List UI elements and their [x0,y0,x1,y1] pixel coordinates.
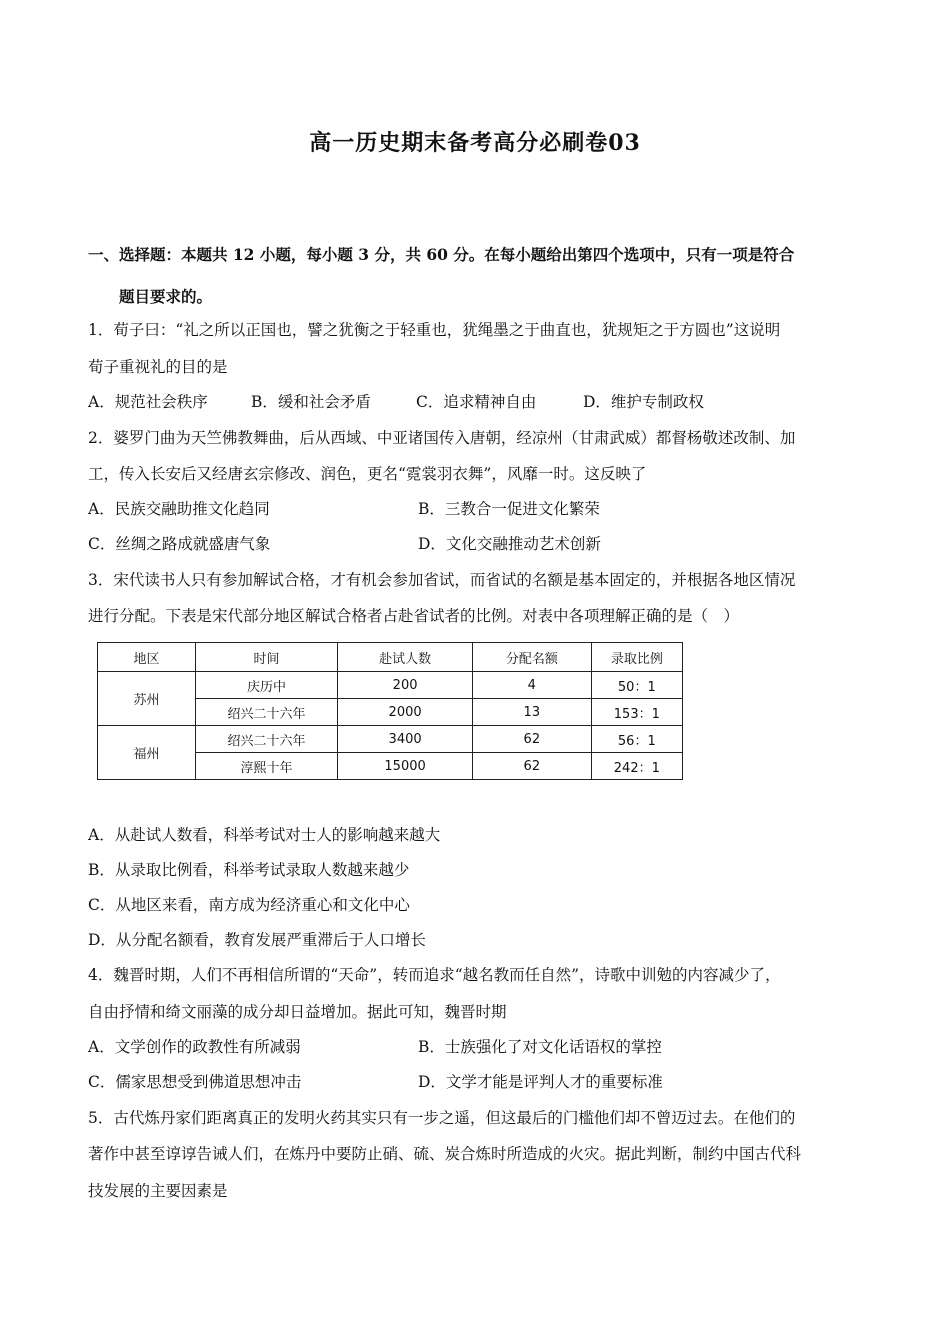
table-region-cell: 福州 [98,726,196,780]
table-cell: 153：1 [591,699,682,726]
q2-option-c: C．丝绸之路成就盛唐气象 [88,535,271,553]
q4-option-a: A．文学创作的政教性有所减弱 [88,1038,301,1056]
q4-stem-line-2: 自由抒情和绮文丽藻的成分却日益增加。据此可知，魏晋时期 [88,1003,507,1021]
q4-option-b: B．士族强化了对文化话语权的掌控 [418,1038,662,1056]
table-header-cell: 赴试人数 [338,643,473,672]
table-header-cell: 录取比例 [591,643,682,672]
table-cell: 62 [472,726,591,753]
q5-stem-line-3: 技发展的主要因素是 [88,1182,228,1200]
q1-option-b: B．缓和社会矛盾 [251,393,371,411]
q2-option-a: A．民族交融助推文化趋同 [88,500,270,518]
q1-option-d: D．维护专制政权 [583,393,704,411]
table-region-cell: 苏州 [98,672,196,726]
q1-stem-line-1: 1．荀子曰：“礼之所以正国也，譬之犹衡之于轻重也，犹绳墨之于曲直也，犹规矩之于方圆也”这说明 [88,321,781,339]
q3-option-b: B．从录取比例看，科举考试录取人数越来越少 [88,861,410,879]
q4-option-c: C．儒家思想受到佛道思想冲击 [88,1073,302,1091]
section-heading-line-1: 一、选择题：本题共 12 小题，每小题 3 分，共 60 分。在每小题给出第四个选项中，只有一项是符合 [88,245,795,264]
table-header-row [98,643,683,672]
table-cell: 4 [472,672,591,699]
q2-option-d: D．文化交融推动艺术创新 [418,535,601,553]
q4-stem-line-1: 4．魏晋时期，人们不再相信所谓的“天命”，转而追求“越名教而任自然”，诗歌中训勉的内容减少了， [88,966,781,984]
q2-stem-line-1: 2．婆罗门曲为天竺佛教舞曲，后从西域、中亚诸国传入唐朝，经凉州（甘肃武威）都督杨敬述改制、加 [88,429,796,447]
q3-option-a: A．从赴试人数看，科举考试对士人的影响越来越大 [88,826,441,844]
table-cell: 56：1 [591,726,682,753]
q3-option-d: D．从分配名额看，教育发展严重滞后于人口增长 [88,931,426,949]
table-row [98,726,683,753]
table-cell: 62 [472,753,591,780]
q5-stem-line-2: 著作中甚至谆谆告诫人们，在炼丹中要防止硝、硫、炭合炼时所造成的火灾。据此判断，制约中国古代科 [88,1145,802,1163]
q2-stem-line-2: 工，传入长安后又经唐玄宗修改、润色，更名“霓裳羽衣舞”，风靡一时。这反映了 [88,465,647,483]
table-cell: 淳熙十年 [195,753,337,780]
table-header-cell: 分配名额 [472,643,591,672]
q3-stem-line-2: 进行分配。下表是宋代部分地区解试合格者占赴省试者的比例。对表中各项理解正确的是（ ） [88,607,740,625]
q3-option-c: C．从地区来看，南方成为经济重心和文化中心 [88,896,410,914]
table-cell: 15000 [338,753,473,780]
table-cell: 3400 [338,726,473,753]
table-cell: 绍兴二十六年 [195,699,337,726]
table-cell: 242：1 [591,753,682,780]
table-header-cell: 时间 [195,643,337,672]
table-cell: 50：1 [591,672,682,699]
q1-stem-line-2: 荀子重视礼的目的是 [88,358,228,376]
table-cell: 200 [338,672,473,699]
page-title: 高一历史期末备考高分必刷卷03 [309,130,641,156]
q4-option-d: D．文学才能是评判人才的重要标准 [418,1073,663,1091]
table-cell: 绍兴二十六年 [195,726,337,753]
q3-stem-line-1: 3．宋代读书人只有参加解试合格，才有机会参加省试，而省试的名额是基本固定的，并根据各地区情况 [88,571,796,589]
table-cell: 2000 [338,699,473,726]
exam-ratio-table [97,642,683,780]
table-header-cell: 地区 [98,643,196,672]
section-heading-line-2: 题目要求的。 [119,287,213,306]
table-row [98,672,683,699]
q1-option-c: C．追求精神自由 [416,393,537,411]
q5-stem-line-1: 5．古代炼丹家们距离真正的发明火药其实只有一步之遥，但这最后的门槛他们却不曾迈过去。在他们的 [88,1109,796,1127]
q1-option-a: A．规范社会秩序 [88,393,208,411]
table-cell: 庆历中 [195,672,337,699]
q2-option-b: B．三教合一促进文化繁荣 [418,500,600,518]
table-cell: 13 [472,699,591,726]
